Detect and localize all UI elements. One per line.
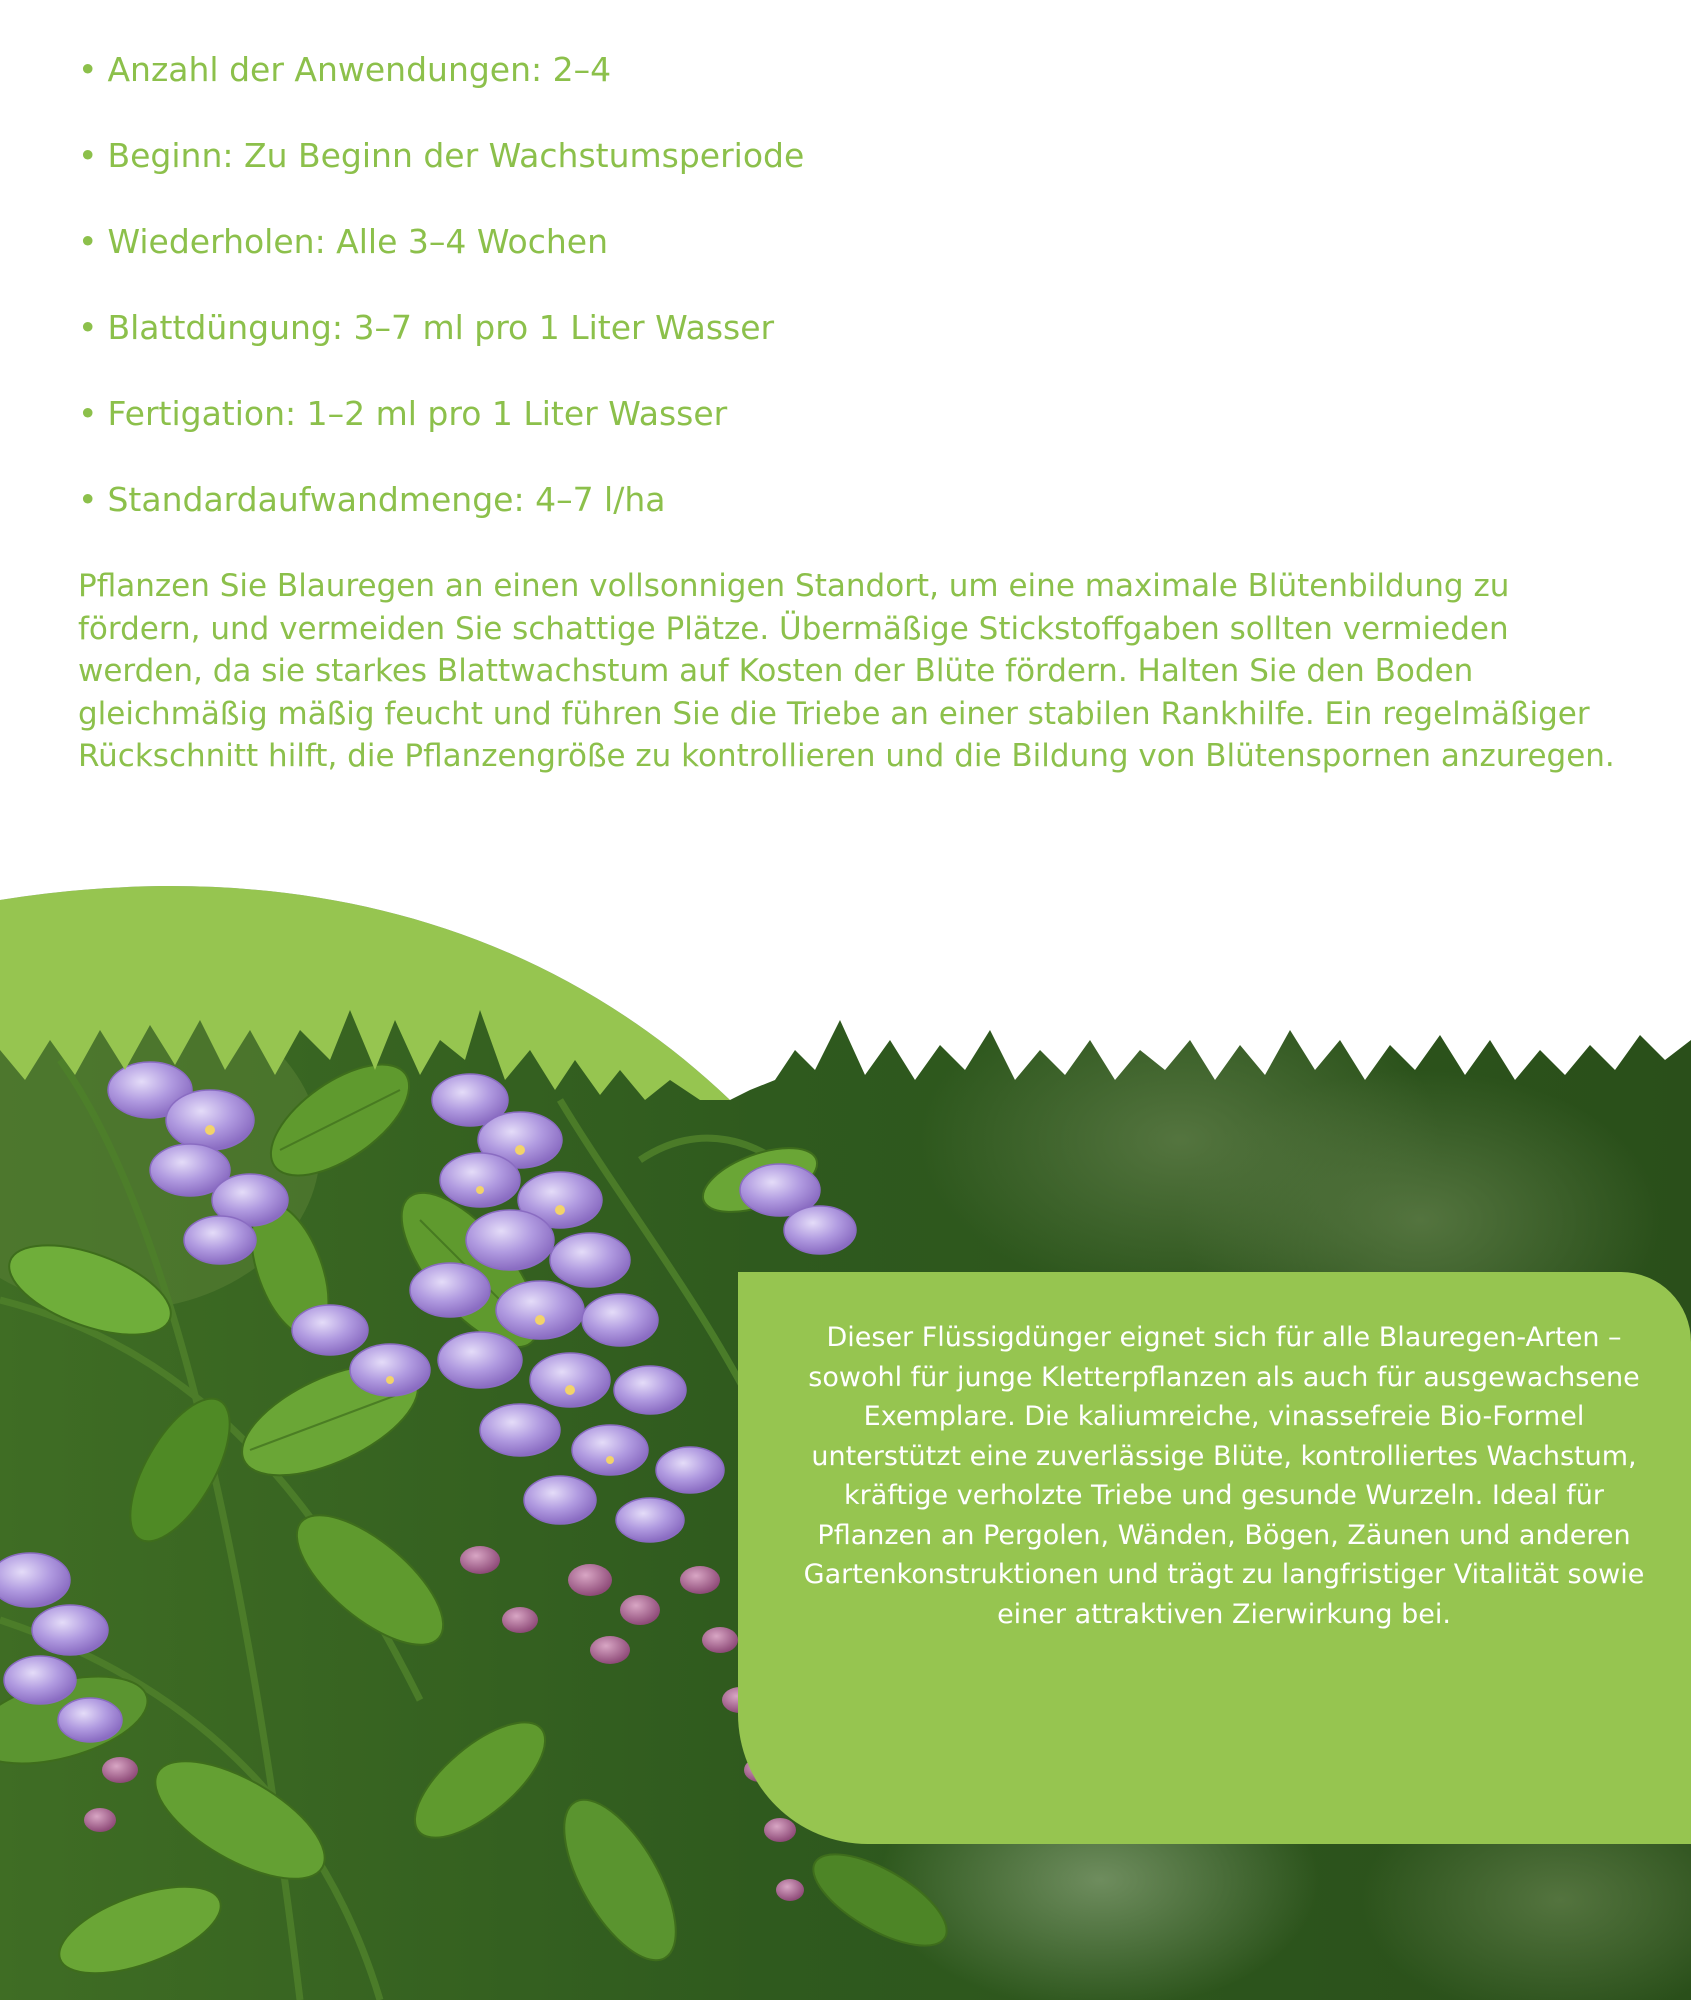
product-description: Dieser Flüssigdünger eignet sich für alle Blauregen-Arten – sowohl für junge Kletterpflanzen als auch für ausgewachsene Exemplare. Die kaliumreiche, vinassefreie Bio-Formel unterstützt eine zuverlässige Blüte, kontrolliertes Wachstum, kräftige verholzte Triebe und gesunde Wurzeln. Ideal für Pflanzen an Pergolen, Wänden, Bögen, Zäunen und anderen Gartenkonstruktionen und trägt zu langfristiger Vitalität sowie einer attraktiven Zierwirkung bei. [803, 1322, 1645, 1630]
usage-list [78, 48, 804, 564]
usage-item-start: • Beginn: Zu Beginn der Wachstumsperiode [78, 136, 805, 175]
bullet-icon: • [78, 136, 98, 175]
bullet-icon: • [78, 222, 98, 261]
bullet-icon: • [78, 394, 98, 433]
care-paragraph: Pflanzen Sie Blauregen an einen vollsonnigen Standort, um eine maximale Blütenbildung zu fördern, und vermeiden Sie schattige Plätze. Übermäßige Stickstoffgaben sollten vermieden werden, da sie starkes Blattwachstum auf Kosten der Blüte fördern. Halten Sie den Boden gleichmäßig mäßig feucht und führen Sie die Triebe an einer stabilen Rankhilfe. Ein regelmäßiger Rückschnitt hilft, die Pflanzengröße zu kontrollieren und die Bildung von Blütenspornen anzuregen. [78, 568, 1615, 774]
usage-item-repeat: • Wiederholen: Alle 3–4 Wochen [78, 222, 609, 261]
bullet-icon: • [78, 480, 98, 519]
bullet-icon: • [78, 50, 98, 89]
usage-item-fertigation: • Fertigation: 1–2 ml pro 1 Liter Wasser [78, 394, 728, 433]
usage-section [0, 0, 1691, 880]
usage-item-standard-rate: • Standardaufwandmenge: 4–7 l/ha [78, 480, 666, 519]
usage-item-applications: • Anzahl der Anwendungen: 2–4 [78, 50, 612, 89]
usage-item-foliar: • Blattdüngung: 3–7 ml pro 1 Liter Wasser [78, 308, 775, 347]
bullet-icon: • [78, 308, 98, 347]
